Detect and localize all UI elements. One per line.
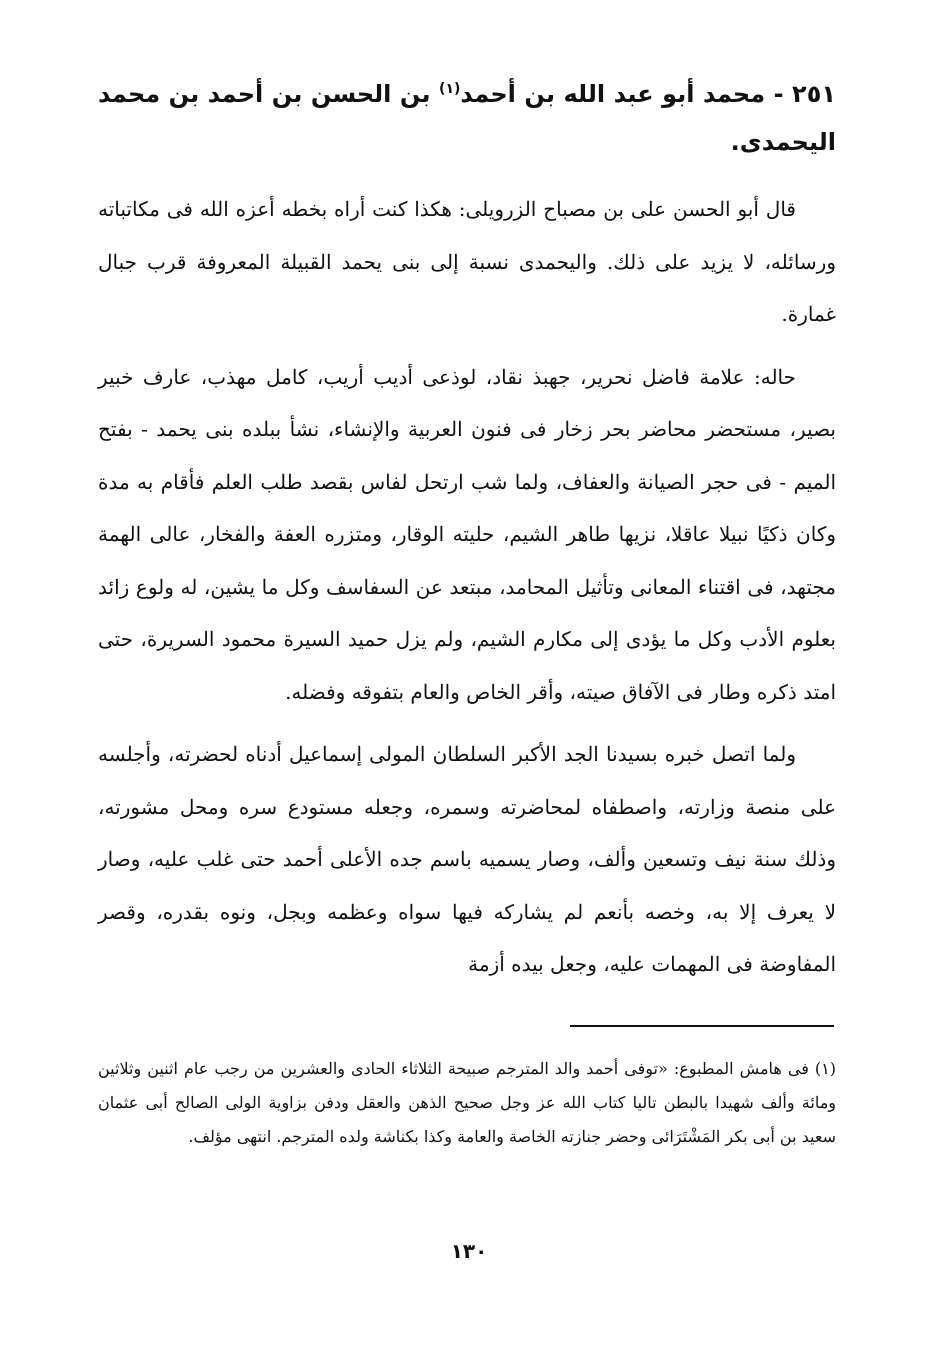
footnote: (١) فى هامش المطبوع: «توفى أحمد والد المترجم صبيحة الثلاثاء الحادى والعشرين من رجب عام اثنين وثلاثين ومائة وألف شهيدا بالبطن تاليا كتاب الله عز وجل صحيح الذهن والعقل ودفن بزاوية الولى الصالح أبى عثمان سعيد بن أبى بكر المَشْتَرَائى وحضر جنازته الخاصة والعامة وكذا بكناشة ولده المترجم. انتهى مؤلف. [98,1059,836,1146]
entry-heading [98,70,836,166]
footnote-reference[interactable]: (١) [439,81,461,97]
entry-separator: - [765,80,793,108]
entry-number: ٢٥١ [792,80,836,108]
entry-title-part2: بن الحسن بن أحمد بن محمد اليحمدى. [98,80,836,156]
page-number: ١٣٠ [450,1239,488,1263]
entry-title-part1: محمد أبو عبد الله بن أحمد [460,80,766,108]
main-text [98,70,836,991]
paragraph-sultan: ولما اتصل خبره بسيدنا الجد الأكبر السلطان المولى إسماعيل أدناه لحضرته، وأجلسه على منصة وزارته، واصطفاه لمحاضرته وسمره، وجعله مستودع سره ومحل مشورته، وذلك سنة نيف وتسعين وألف، وصار يسميه باسم جده الأعلى أحمد حتى غلب عليه، وصار لا يعرف إلا به، وخصه بأنعم لم يشاركه فيها سواه وعظمه وبجل، ونوه بقدره، وقصر المفاوضة فى المهمات عليه، وجعل بيده أزمة [98,742,836,976]
paragraph-intro: قال أبو الحسن على بن مصباح الزرويلى: هكذا كنت أراه بخطه أعزه الله فى مكاتباته ورسائله، لا يزيد على ذلك. واليحمدى نسبة إلى بنى يحمد القبيلة المعروفة قرب جبال غمارة. [98,197,836,326]
paragraph-description: حاله: علامة فاضل نحرير، جهبذ نقاد، لوذعى أديب أريب، كامل مهذب، عارف خبير بصير، مستحضر محاضر بحر زخار فى فنون العربية والإنشاء، نشأ ببلده بنى يحمد - بفتح الميم - فى حجر الصيانة والعفاف، ولما شب ارتحل لفاس بقصد طلب العلم فأقام به مدة وكان ذكيًا نبيلا عاقلا، نزيها طاهر الشيم، حليته الوقار، ومتزره العفة والفخار، عالى الهمة مجتهد، فى اقتناء المعانى وتأثيل المحامد، مبتعد عن السفاسف وكل ما يشين، له ولوع زائد بعلوم الأدب وكل ما يؤدى إلى مكارم الشيم، ولم يزل حميد السيرة محمود السريرة، حتى امتد ذكره وطار فى الآفاق صيته، وأقر الخاص والعام بتفوقه وفضله. [98,364,836,704]
footnote-divider [570,1025,834,1027]
